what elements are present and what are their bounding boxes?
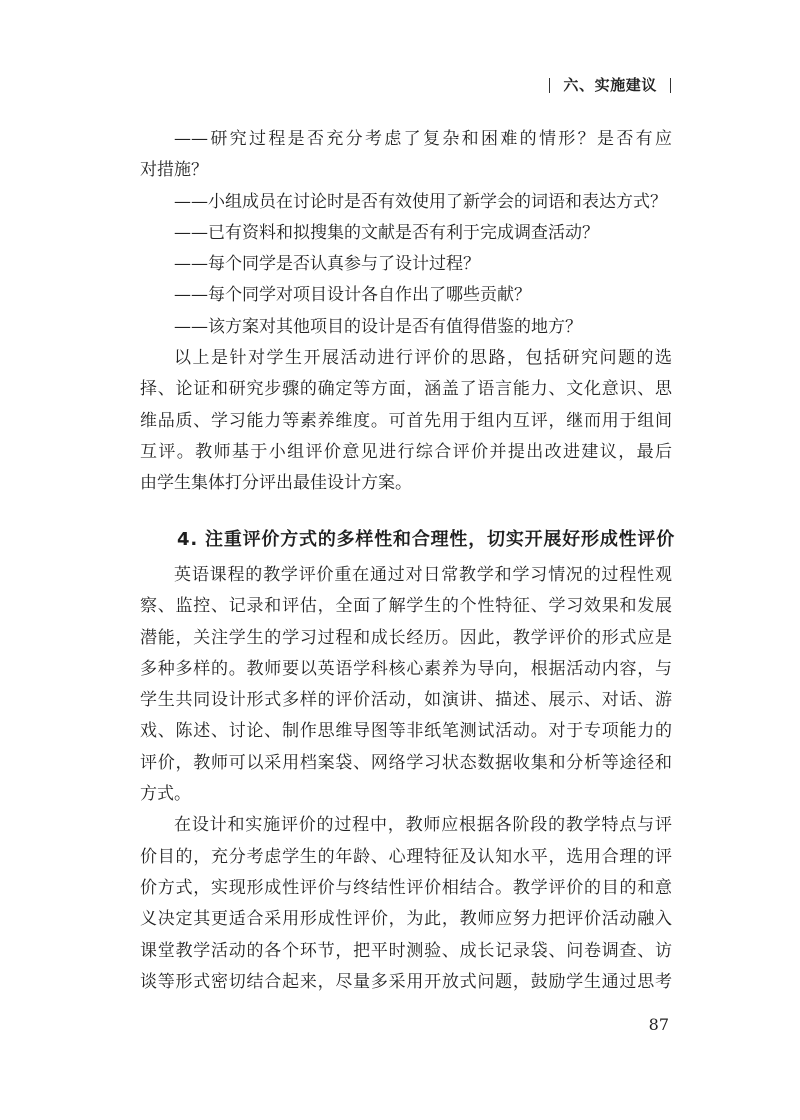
text-line: 方式。 <box>140 784 191 805</box>
text-line: 互评。教师基于小组评价意见进行综合评价并提出改进建议，最后 <box>140 441 672 462</box>
text-line: 察、监控、记录和评估，全面了解学生的个性特征、学习效果和发展 <box>140 596 672 617</box>
text-line: 多种多样的。教师要以英语学科核心素养为导向，根据活动内容，与 <box>140 658 672 679</box>
body-paragraph <box>140 560 672 810</box>
text-line: 价方式，实现形成性评价与终结性评价相结合。教学评价的目的和意 <box>140 877 672 898</box>
evaluation-question <box>140 249 672 280</box>
text-line: 英语课程的教学评价重在通过对日常教学和学习情况的过程性观 <box>174 565 672 585</box>
text-line: 择、论证和研究步骤的确定等方面，涵盖了语言能力、文化意识、思 <box>140 379 672 400</box>
text-line: ——小组成员在讨论时是否有效使用了新学会的词语和表达方式？ <box>174 191 667 212</box>
running-head <box>549 74 671 96</box>
body-paragraph <box>140 810 672 998</box>
section-heading: 4. 注重评价方式的多样性和合理性，切实开展好形成性评价 <box>177 529 676 550</box>
summary-paragraph <box>140 343 672 499</box>
text-line: ——已有资料和拟搜集的文献是否有利于完成调查活动？ <box>174 222 599 243</box>
text-line: 在设计和实施评价的过程中，教师应根据各阶段的教学特点与评 <box>174 815 672 836</box>
running-head-title: 六、实施建议 <box>563 76 657 94</box>
text-line: ——研究过程是否充分考虑了复杂和困难的情形？是否有应 <box>174 129 672 149</box>
evaluation-question <box>140 218 672 249</box>
text-line: 潜能，关注学生的学习过程和成长经历。因此，教学评价的形式应是 <box>140 627 672 648</box>
text-line: ——每个同学对项目设计各自作出了哪些贡献？ <box>174 285 531 306</box>
evaluation-question <box>140 187 672 218</box>
text-line: 以上是针对学生开展活动进行评价的思路，包括研究问题的选 <box>174 348 672 369</box>
section-body <box>140 560 672 998</box>
running-head-divider-left <box>549 78 550 93</box>
text-line: 对措施？ <box>140 160 208 181</box>
text-line: 评价，教师可以采用档案袋、网络学习状态数据收集和分析等途径和 <box>140 752 672 773</box>
text-line: 义决定其更适合采用形成性评价，为此，教师应努力把评价活动融入 <box>140 909 672 930</box>
text-line: 戏、陈述、讨论、制作思维导图等非纸笔测试活动。对于专项能力的 <box>140 721 672 742</box>
running-head-divider-right <box>670 78 671 93</box>
text-line: ——该方案对其他项目的设计是否有值得借鉴的地方？ <box>174 316 582 337</box>
text-line: 维品质、学习能力等素养维度。可首先用于组内互评，继而用于组间 <box>140 410 672 431</box>
evaluation-criteria-section <box>140 124 672 500</box>
page-number: 87 <box>648 1015 669 1034</box>
text-line: 谈等形式密切结合起来，尽量多采用开放式问题，鼓励学生通过思考 <box>140 971 672 992</box>
text-line: 价目的，充分考虑学生的年龄、心理特征及认知水平，选用合理的评 <box>140 846 672 867</box>
text-line: ——每个同学是否认真参与了设计过程？ <box>174 254 480 275</box>
evaluation-question <box>140 280 672 311</box>
text-line: 由学生集体打分评出最佳设计方案。 <box>140 473 412 494</box>
text-line: 学生共同设计形式多样的评价活动，如演讲、描述、展示、对话、游 <box>140 690 672 711</box>
evaluation-question <box>140 124 672 187</box>
evaluation-question <box>140 312 672 343</box>
text-line: 课堂教学活动的各个环节，把平时测验、成长记录袋、问卷调查、访 <box>140 940 672 961</box>
